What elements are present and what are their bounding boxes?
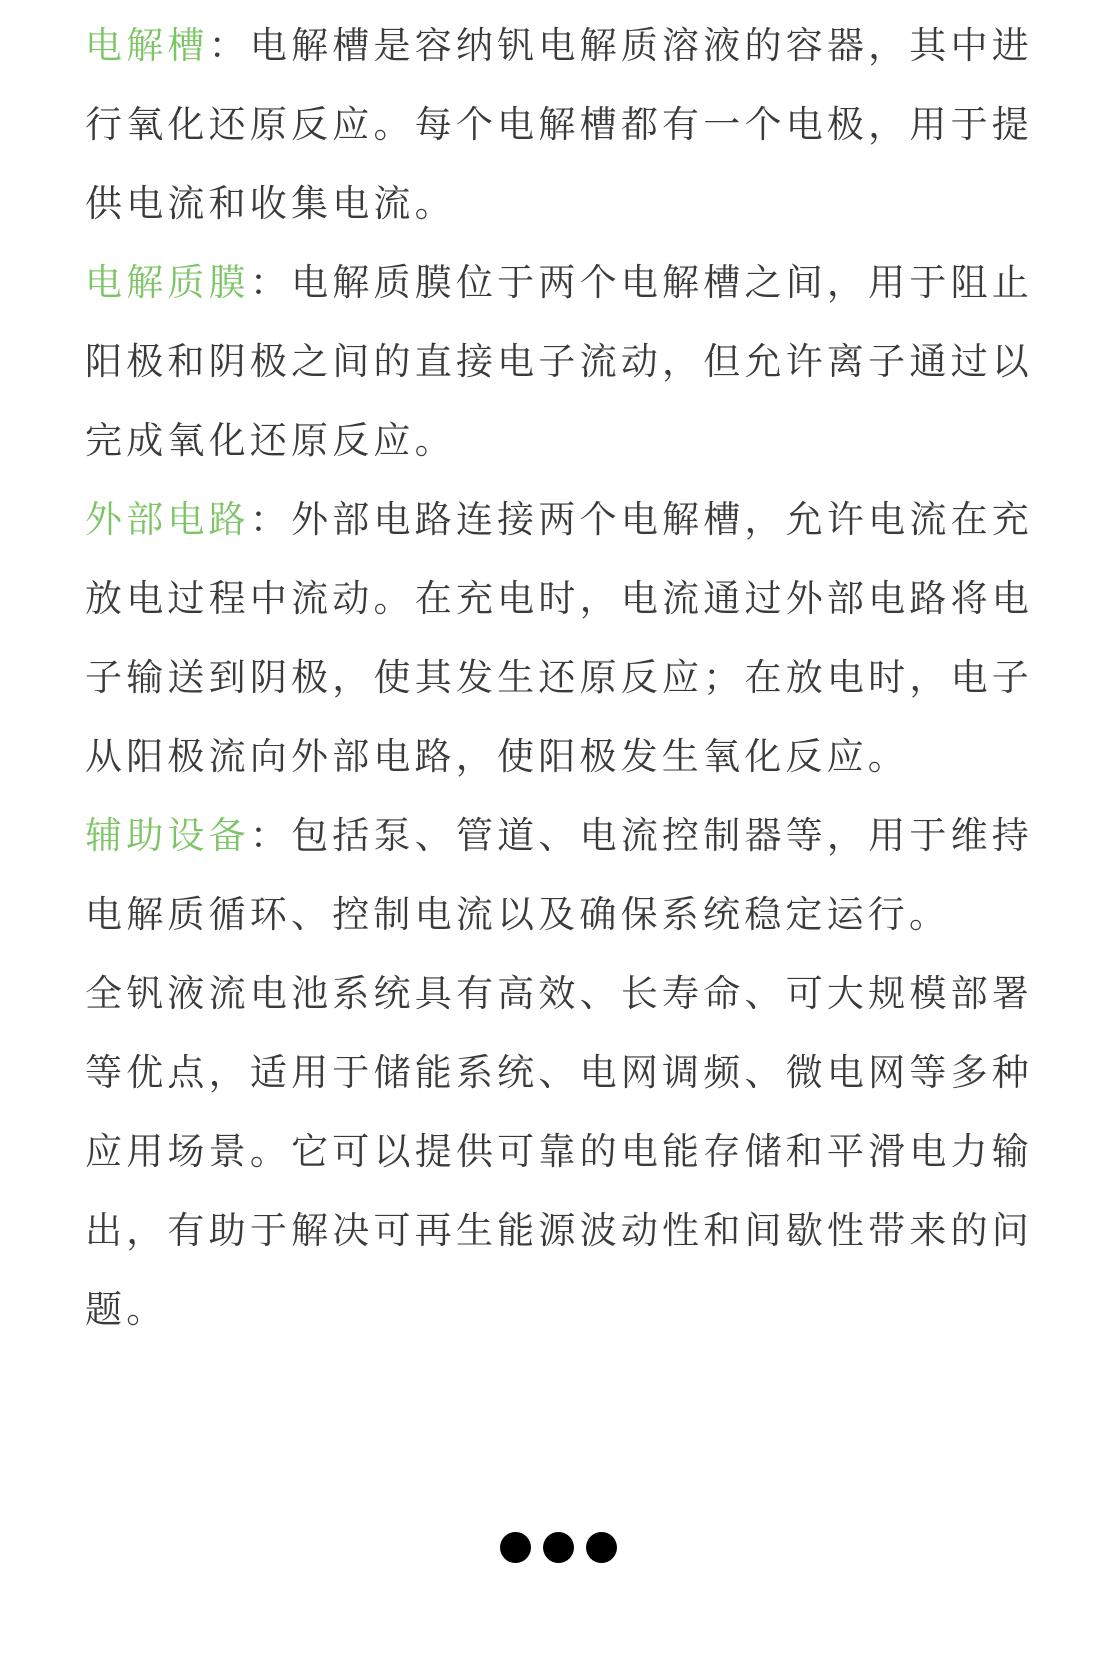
term-electrolytic-cell: 电解槽 <box>85 24 209 67</box>
paragraph-text: 电解槽是容纳钒电解质溶液的容器，其中进行氧化还原反应。每个电解槽都有一个电极，用于提供电流和收集电流。 <box>85 24 1033 225</box>
article-body <box>85 6 1033 1349</box>
paragraph-text: 全钒液流电池系统具有高效、长寿命、可大规模部署等优点，适用于储能系统、电网调频、微电网等多种应用场景。它可以提供可靠的电能存储和平滑电力输出，有助于解决可再生能源波动性和间歇性带来的问题。 <box>85 972 1033 1331</box>
ellipsis-dots-icon <box>0 1532 1117 1563</box>
term-separator: ： <box>249 261 292 304</box>
paragraph-text: 包括泵、管道、电流控制器等，用于维持电解质循环、控制电流以及确保系统稳定运行。 <box>85 814 1033 936</box>
dot <box>543 1532 574 1563</box>
term-separator: ： <box>249 814 292 857</box>
paragraph-electrolytic-cell <box>85 6 1033 243</box>
paragraph-summary <box>85 954 1033 1349</box>
term-separator: ： <box>249 498 292 541</box>
term-electrolyte-membrane: 电解质膜 <box>85 261 250 304</box>
paragraph-auxiliary-equipment <box>85 796 1033 954</box>
term-auxiliary-equipment: 辅助设备 <box>85 814 250 857</box>
paragraph-external-circuit <box>85 480 1033 796</box>
dot <box>500 1532 531 1563</box>
paragraph-text: 电解质膜位于两个电解槽之间，用于阻止阳极和阴极之间的直接电子流动，但允许离子通过以完成氧化还原反应。 <box>85 261 1033 462</box>
paragraph-electrolyte-membrane <box>85 243 1033 480</box>
dot <box>586 1532 617 1563</box>
term-separator: ： <box>208 24 250 67</box>
term-external-circuit: 外部电路 <box>85 498 250 541</box>
paragraph-text: 外部电路连接两个电解槽，允许电流在充放电过程中流动。在充电时，电流通过外部电路将电子输送到阴极，使其发生还原反应；在放电时，电子从阳极流向外部电路，使阳极发生氧化反应。 <box>85 498 1033 778</box>
